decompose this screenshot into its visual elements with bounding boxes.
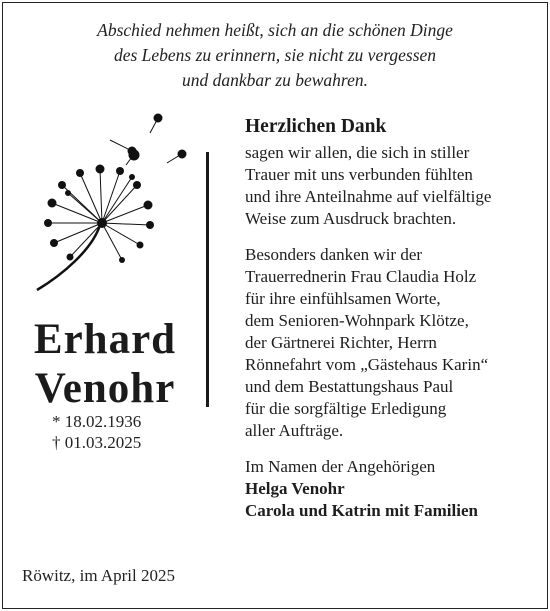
text-line: dem Senioren-Wohnpark Klötze, — [245, 311, 469, 330]
text-line: Weise zum Ausdruck brachten. — [245, 209, 457, 228]
text-line: der Gärtnerei Richter, Herrn — [245, 333, 437, 352]
thanks-paragraph-2 — [245, 244, 545, 442]
quote-line: Abschied nehmen heißt, sich an die schönen Dinge — [97, 20, 453, 40]
text-line: und ihre Anteilnahme auf vielfältige — [245, 187, 492, 206]
text-line: für ihre einfühlsamen Worte, — [245, 289, 441, 308]
text-line: Trauerrednerin Frau Claudia Holz — [245, 267, 477, 286]
quote-block — [0, 18, 550, 93]
first-name: Erhard — [33, 316, 177, 363]
thanks-heading: Herzlichen Dank — [245, 116, 387, 137]
last-name: Venohr — [34, 365, 176, 412]
life-dates — [52, 411, 141, 453]
text-line: für die sorgfältige Erledigung — [245, 399, 447, 418]
death-date: † 01.03.2025 — [52, 433, 142, 452]
text-line: Rönnefahrt vom „Gästehaus Karin“ — [245, 355, 489, 374]
place-date: Röwitz, im April 2025 — [22, 566, 175, 585]
thanks-block — [245, 115, 545, 522]
signature-intro: Im Namen der Angehörigen — [245, 457, 436, 476]
quote-line: des Lebens zu erinnern, sie nicht zu vergessen — [113, 45, 437, 65]
signature-block — [245, 456, 545, 522]
thanks-paragraph-1 — [245, 142, 545, 230]
text-line: und dem Bestattungshaus Paul — [245, 377, 454, 396]
text-line: Besonders danken wir der — [245, 245, 423, 264]
text-line: Trauer mit uns verbunden fühlten — [245, 165, 473, 184]
signature-name: Carola und Katrin mit Familien — [245, 501, 478, 520]
signature-name: Helga Venohr — [245, 479, 345, 498]
quote-line: und dankbar zu bewahren. — [181, 70, 368, 90]
birth-date: * 18.02.1936 — [52, 412, 142, 431]
text-line: aller Aufträge. — [245, 421, 344, 440]
text-line: sagen wir allen, die sich in stiller — [245, 143, 470, 162]
dandelion-icon — [22, 105, 202, 305]
